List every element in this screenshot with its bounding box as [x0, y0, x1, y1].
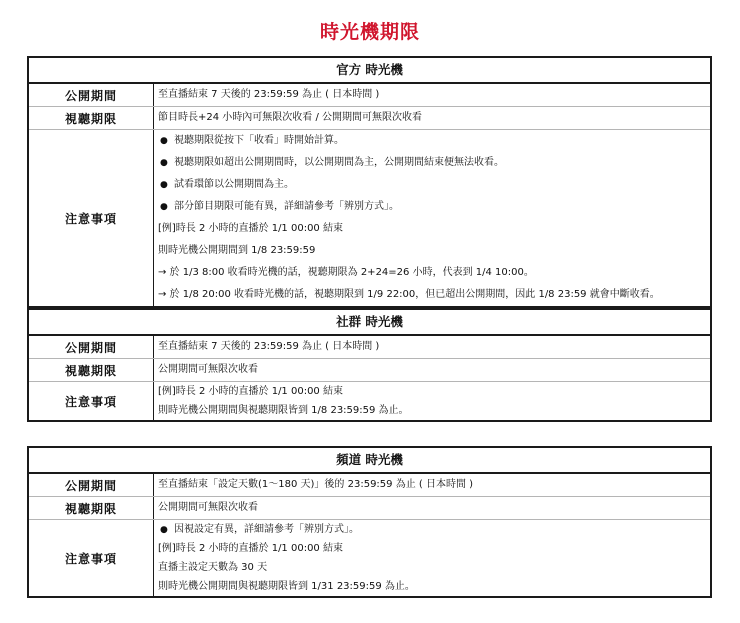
table-row	[29, 107, 710, 130]
bullet-line: ● 部分節目期限可能有異，詳細請參考「辨別方式」。	[158, 196, 706, 218]
value-line: 至直播結束「設定天數(1～180 天)」後的 23:59:59 為止 ( 日本時間 )	[158, 479, 474, 490]
bullet-line: ● 視聽期限從按下「收看」時開始計算。	[158, 130, 706, 152]
row-label: 公開期間	[29, 84, 154, 106]
row-label: 公開期間	[29, 336, 154, 358]
row-label: 注意事項	[29, 382, 154, 420]
row-label: 公開期間	[29, 474, 154, 496]
example-line: → 於 1/8 20:00 收看時光機的話，視聽期限到 1/9 22:00，但已超出公開期間，因此 1/8 23:59 就會中斷收看。	[158, 289, 660, 300]
table-row	[29, 474, 710, 497]
value-line: 節目時長+24 小時內可無限次收看 / 公開期間可無限次收看	[158, 112, 423, 123]
community-timeshift-table	[27, 308, 712, 422]
row-value	[154, 84, 710, 106]
example-line: 則時光機公開期間與視聽期限皆到 1/31 23:59:59 為止。	[158, 581, 415, 592]
table-header: 頻道 時光機	[29, 448, 710, 474]
row-value	[154, 336, 710, 358]
example-line: [例]時長 2 小時的直播於 1/1 00:00 結束	[158, 223, 343, 234]
table-row	[29, 84, 710, 107]
bullet-line: ● 試看環節以公開期間為主。	[158, 174, 706, 196]
row-value	[154, 130, 710, 306]
row-value	[154, 497, 710, 519]
official-timeshift-table	[27, 56, 712, 308]
table-row	[29, 382, 710, 420]
table-row	[29, 497, 710, 520]
row-value	[154, 520, 710, 596]
example-line: → 於 1/3 8:00 收看時光機的話，視聽期限為 2+24=26 小時，代表到 1/4 10:00。	[158, 267, 534, 278]
table-row	[29, 336, 710, 359]
value-line: 公開期間可無限次收看	[158, 502, 258, 513]
row-label: 視聽期限	[29, 107, 154, 129]
bullet-line: ● 因視設定有異，詳細請參考「辨別方式」。	[158, 520, 706, 539]
example-line: 則時光機公開期間到 1/8 23:59:59	[158, 245, 316, 256]
example-line: 則時光機公開期間與視聽期限皆到 1/8 23:59:59 為止。	[158, 405, 409, 416]
row-label: 注意事項	[29, 520, 154, 596]
row-label: 注意事項	[29, 130, 154, 306]
table-header: 官方 時光機	[29, 58, 710, 84]
example-line: [例]時長 2 小時的直播於 1/1 00:00 結束	[158, 543, 343, 554]
table-row	[29, 130, 710, 306]
row-value	[154, 474, 710, 496]
bullet-line: ● 視聽期限如超出公開期間時，以公開期間為主，公開期間結束便無法收看。	[158, 152, 706, 174]
table-row	[29, 359, 710, 382]
channel-timeshift-table	[27, 446, 712, 598]
table-row	[29, 520, 710, 596]
row-value	[154, 107, 710, 129]
row-label: 視聽期限	[29, 497, 154, 519]
table-header: 社群 時光機	[29, 310, 710, 336]
value-line: 至直播結束 7 天後的 23:59:59 為止 ( 日本時間 )	[158, 89, 380, 100]
row-value	[154, 382, 710, 420]
value-line: 公開期間可無限次收看	[158, 364, 258, 375]
example-line: 直播主設定天數為 30 天	[158, 562, 268, 573]
row-label: 視聽期限	[29, 359, 154, 381]
row-value	[154, 359, 710, 381]
page-title: 時光機期限	[319, 21, 420, 43]
value-line: 至直播結束 7 天後的 23:59:59 為止 ( 日本時間 )	[158, 341, 380, 352]
example-line: [例]時長 2 小時的直播於 1/1 00:00 結束	[158, 386, 343, 397]
